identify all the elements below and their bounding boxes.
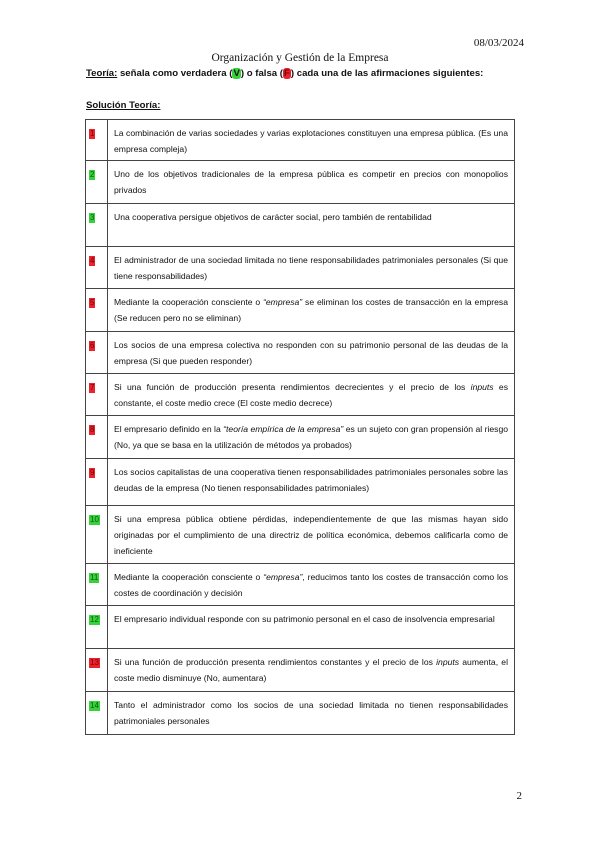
true-number-badge: 2 <box>90 170 95 179</box>
answer-number-cell <box>86 289 108 332</box>
theory-text-1: señala como verdadera ( <box>117 68 233 79</box>
answer-row <box>86 289 515 332</box>
answer-row <box>86 459 515 506</box>
statement-text: Los socios de una empresa colectiva no responden con su patrimonio personal de las deudas de la empresa (Si que pueden responder) <box>114 340 508 366</box>
answer-number-cell <box>86 564 108 606</box>
false-number-badge: 1 <box>90 129 95 138</box>
false-number-badge: 4 <box>90 256 95 265</box>
true-number-badge: 3 <box>90 213 95 222</box>
statement-text: se eliminan los costes de transacción en la empresa (Se reducen pero no se eliminan) <box>114 297 508 323</box>
header-title: Organización y Gestión de la Empresa <box>211 52 389 64</box>
statement-text: , reducimos tanto los costes de transacción como los costes de coordinación y decisión <box>114 572 508 598</box>
answer-number-cell <box>86 692 108 735</box>
statement-text: Mediante la cooperación consciente o <box>114 572 264 582</box>
answer-number-cell <box>86 204 108 247</box>
statement-text: El administrador de una sociedad limitada no tiene responsabilidades patrimoniales personales (Si que tiene responsabilidades) <box>114 255 508 281</box>
answer-number-cell <box>86 416 108 459</box>
statement-italic-text: “empresa” <box>263 297 303 307</box>
statement-italic-text: inputs <box>470 382 494 392</box>
statement-cell <box>108 506 515 564</box>
statement-text: Si una función de producción presenta rendimientos decrecientes y el precio de los <box>114 382 471 392</box>
statement-text: Uno de los objetivos tradicionales de la empresa pública es competir en precios con monopolios privados <box>114 169 508 195</box>
statement-text: Tanto el administrador como los socios de una sociedad limitada no tienen responsabilidades patrimoniales personales <box>114 700 508 726</box>
statement-text: Mediante la cooperación consciente o <box>114 297 264 307</box>
statement-cell <box>108 332 515 374</box>
answer-row <box>86 204 515 247</box>
statement-cell <box>108 416 515 459</box>
false-number-badge: 13 <box>90 658 99 667</box>
false-number-badge: 7 <box>90 383 95 392</box>
theory-label: Teoría: <box>86 68 118 79</box>
answer-row <box>86 247 515 289</box>
statement-cell <box>108 204 515 247</box>
statement-cell <box>108 564 515 606</box>
statement-text: El empresario definido en la <box>114 424 224 434</box>
answer-number-cell <box>86 161 108 204</box>
statement-cell <box>108 161 515 204</box>
answer-number-cell <box>86 506 108 564</box>
statement-cell <box>108 120 515 161</box>
true-mark: V <box>233 68 240 79</box>
answer-row <box>86 692 515 735</box>
answer-number-cell <box>86 247 108 289</box>
false-number-badge: 9 <box>90 468 95 477</box>
solution-title: Solución Teoría: <box>86 100 161 111</box>
statement-text: es constante, el coste medio crece (El coste medio decrece) <box>114 382 508 408</box>
statement-text: El empresario individual responde con su patrimonio personal en el caso de insolvencia empresarial <box>114 614 495 624</box>
statement-text: es un sujeto con gran propensión al riesgo (No, ya que se basa en la utilización de métodos ya probados) <box>114 424 509 450</box>
statement-cell <box>108 692 515 735</box>
statement-cell <box>108 649 515 692</box>
statement-cell <box>108 374 515 416</box>
answer-row <box>86 374 515 416</box>
answers-table <box>85 119 515 735</box>
page-number: 2 <box>516 790 522 802</box>
statement-text: Una cooperativa persigue objetivos de carácter social, pero también de rentabilidad <box>114 212 432 222</box>
answer-row <box>86 120 515 161</box>
statement-text: La combinación de varias sociedades y varias explotaciones constituyen una empresa pública. (Es una empresa compleja) <box>114 128 508 154</box>
theory-instruction <box>86 68 483 79</box>
false-mark: F <box>284 68 290 79</box>
statement-text: aumenta, el coste medio disminuye (No, aumentara) <box>114 657 508 683</box>
header-date: 08/03/2024 <box>473 37 524 49</box>
answer-number-cell <box>86 459 108 506</box>
statement-italic-text: inputs <box>436 657 460 667</box>
true-number-badge: 12 <box>90 615 99 624</box>
answer-number-cell <box>86 606 108 649</box>
statement-italic-text: “teoría empírica de la empresa” <box>223 424 344 434</box>
answer-row <box>86 332 515 374</box>
answer-row <box>86 506 515 564</box>
false-number-badge: 5 <box>90 298 95 307</box>
answer-row <box>86 564 515 606</box>
true-number-badge: 11 <box>90 573 99 582</box>
theory-text-3: ) cada una de las afirmaciones siguientes: <box>290 68 484 79</box>
theory-text-2: ) o falsa ( <box>240 68 283 79</box>
answer-number-cell <box>86 374 108 416</box>
statement-cell <box>108 289 515 332</box>
statement-text: Los socios capitalistas de una cooperativa tienen responsabilidades patrimoniales personales sobre las deudas de la empresa (No tienen responsabilidades patrimoniales) <box>114 467 508 493</box>
answer-row <box>86 161 515 204</box>
true-number-badge: 10 <box>90 515 99 524</box>
answer-row <box>86 606 515 649</box>
answers-table-body <box>86 120 515 735</box>
answer-number-cell <box>86 332 108 374</box>
answer-row <box>86 649 515 692</box>
statement-cell <box>108 247 515 289</box>
true-number-badge: 14 <box>90 701 99 710</box>
statement-text: Si una función de producción presenta rendimientos constantes y el precio de los <box>114 657 437 667</box>
statement-italic-text: “empresa” <box>263 572 303 582</box>
false-number-badge: 8 <box>90 425 95 434</box>
statement-text: Si una empresa pública obtiene pérdidas, independientemente de que las mismas hayan sido originadas por el cumplimiento de una directriz de política económica, debemos calificarla como de ineficiente <box>114 514 508 556</box>
false-number-badge: 6 <box>90 341 95 350</box>
answer-number-cell <box>86 649 108 692</box>
statement-cell <box>108 459 515 506</box>
answer-number-cell <box>86 120 108 161</box>
answer-row <box>86 416 515 459</box>
statement-cell <box>108 606 515 649</box>
